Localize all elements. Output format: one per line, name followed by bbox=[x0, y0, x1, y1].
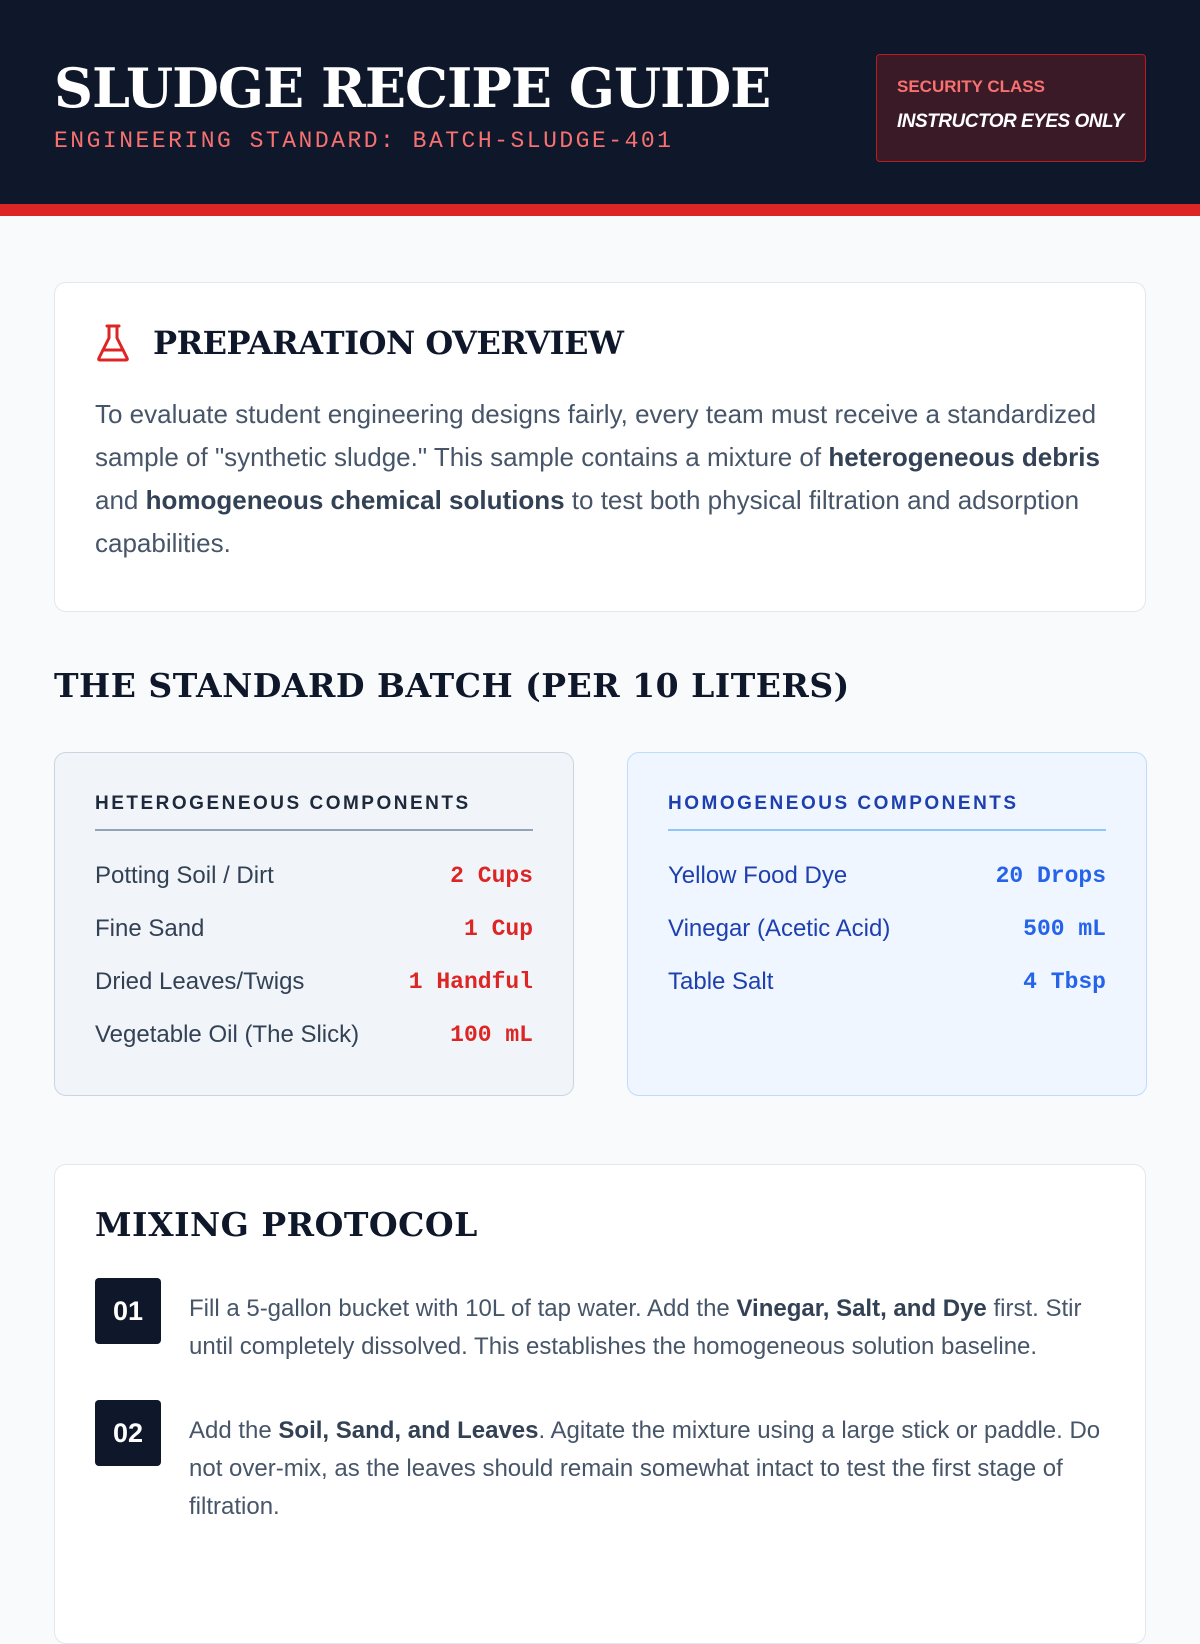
ingredient-row bbox=[668, 902, 1106, 955]
ingredient-name: Fine Sand bbox=[95, 914, 205, 942]
security-badge bbox=[876, 54, 1146, 162]
mixing-card bbox=[54, 1164, 1146, 1644]
ingredient-name: Potting Soil / Dirt bbox=[95, 861, 274, 889]
ingredient-name: Yellow Food Dye bbox=[668, 861, 848, 889]
ingredient-row bbox=[95, 955, 533, 1008]
ingredient-row bbox=[668, 849, 1106, 902]
overview-header bbox=[95, 323, 1105, 363]
ingredient-qty: 2 Cups bbox=[450, 862, 533, 889]
ingredient-qty: 100 mL bbox=[450, 1021, 533, 1048]
ingredient-name: Vinegar (Acetic Acid) bbox=[668, 914, 891, 942]
ingredient-row bbox=[95, 1008, 533, 1061]
heterogeneous-title: HETEROGENEOUS COMPONENTS bbox=[95, 793, 533, 831]
step-number: 02 bbox=[95, 1400, 161, 1466]
step-text: Fill a 5-gallon bucket with 10L of tap water. Add the Vinegar, Salt, and Dye first. Stir until completely dissolved. This establishes the homogeneous solution baseline. bbox=[189, 1295, 1082, 1360]
ingredient-row bbox=[95, 849, 533, 902]
homogeneous-title: HOMOGENEOUS COMPONENTS bbox=[668, 793, 1106, 831]
page-subtitle: ENGINEERING STANDARD: BATCH-SLUDGE-401 bbox=[54, 128, 674, 154]
ingredient-qty: 20 Drops bbox=[995, 862, 1106, 889]
ingredient-qty: 500 mL bbox=[1023, 915, 1106, 942]
page-title: SLUDGE RECIPE GUIDE bbox=[54, 56, 771, 120]
overview-text: To evaluate student engineering designs fairly, every team must receive a standardized sample of "synthetic sludge." This sample contains a mixture of heterogeneous debris and homogeneous chemical solutions to test both physical filtration and adsorption capabilities. bbox=[95, 399, 1100, 558]
homogeneous-card bbox=[627, 752, 1147, 1096]
ingredient-qty: 1 Handful bbox=[408, 968, 533, 995]
ingredient-name: Vegetable Oil (The Slick) bbox=[95, 1020, 360, 1048]
security-value: INSTRUCTOR EYES ONLY bbox=[897, 111, 1124, 132]
overview-card bbox=[54, 282, 1146, 612]
page-header bbox=[0, 0, 1200, 216]
heterogeneous-card bbox=[54, 752, 574, 1096]
step-text: Add the Soil, Sand, and Leaves. Agitate the mixture using a large stick or paddle. Do not over-mix, as the leaves should remain somewhat intact to test the first stage of filtration. bbox=[189, 1417, 1101, 1520]
protocol-step bbox=[95, 1278, 1105, 1366]
mixing-title: MIXING PROTOCOL bbox=[95, 1205, 478, 1244]
ingredient-qty: 4 Tbsp bbox=[1023, 968, 1106, 995]
protocol-step bbox=[95, 1400, 1105, 1526]
step-number: 01 bbox=[95, 1278, 161, 1344]
flask-icon bbox=[95, 323, 131, 363]
ingredient-qty: 1 Cup bbox=[463, 915, 533, 942]
batch-title: THE STANDARD BATCH (PER 10 LITERS) bbox=[54, 666, 850, 705]
ingredient-row bbox=[668, 955, 1106, 1008]
overview-title: PREPARATION OVERVIEW bbox=[153, 324, 624, 362]
security-label: SECURITY CLASS bbox=[897, 77, 1045, 96]
ingredient-row bbox=[95, 902, 533, 955]
ingredient-name: Dried Leaves/Twigs bbox=[95, 967, 305, 995]
ingredient-name: Table Salt bbox=[668, 967, 774, 995]
